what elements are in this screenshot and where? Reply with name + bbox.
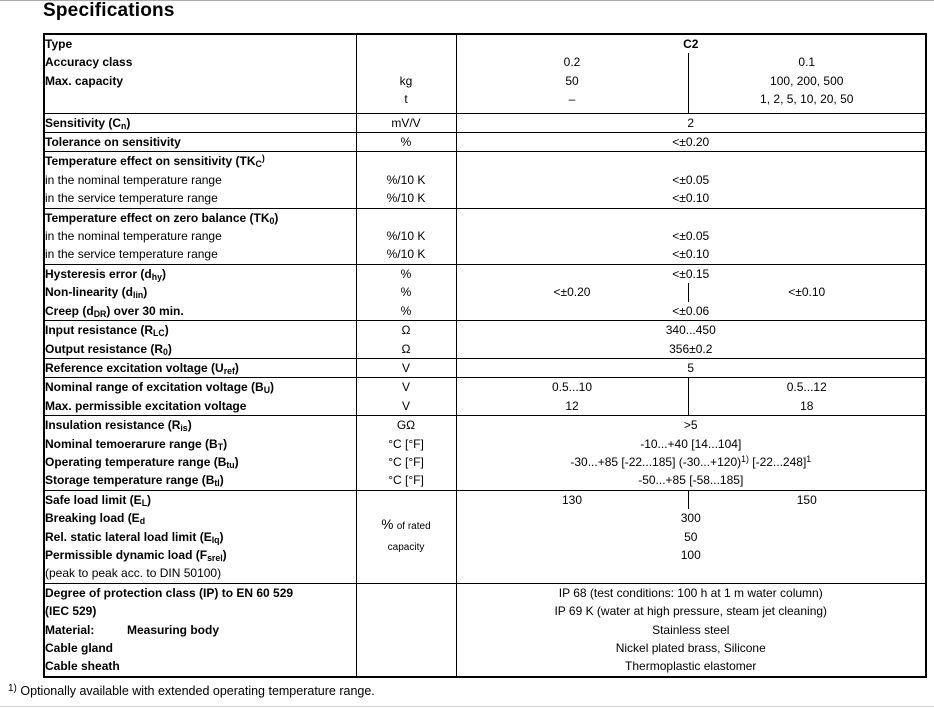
spec-row [44, 227, 926, 245]
value-cell: -30...+85 [-22...185] $(-30...+120)^{1)}$ $[-22...248]^1$ [570, 454, 812, 469]
value-cell: <±0.05 [672, 229, 710, 244]
specifications-table [43, 33, 927, 678]
spec-row [44, 416, 926, 435]
unit-cell [356, 208, 456, 227]
param-label: Hysteresis error $(d_{hy})$ [45, 266, 166, 283]
unit-cell [356, 34, 456, 53]
param-label: Sensitivity $(C_n)$ [45, 115, 131, 131]
spec-block [44, 416, 926, 491]
spec-row [44, 264, 926, 283]
param-label: Breaking load ($E_d$ [45, 511, 146, 527]
spec-row [44, 340, 926, 359]
value-cell: >5 [683, 418, 698, 433]
value-cell: -10...+40 [14...104] [640, 436, 742, 451]
param-label: Nominal range of excitation voltage $(B_U)$ [45, 380, 275, 396]
param-label: in the nominal temperature range [45, 172, 222, 187]
param-label: Rel. static lateral load limit $(E_{lq})$ [45, 529, 224, 545]
value-cell: <±0.10 [672, 247, 710, 262]
value-cell: Stainless steel [652, 622, 730, 637]
value-cell-right: 0.1 [688, 53, 926, 71]
spec-row [44, 321, 926, 340]
value-cell [456, 152, 926, 171]
param-label: Max. permissible excitation voltage [45, 398, 247, 413]
spec-row [44, 208, 926, 227]
unit-cell [356, 639, 456, 657]
param-label: Cable gland [45, 641, 114, 655]
spec-row [44, 171, 926, 189]
unit-cell: °C [°F] [356, 435, 456, 453]
value-cell [456, 208, 926, 227]
unit-cell: % [356, 302, 456, 321]
material-prefix: Material: [45, 622, 95, 637]
value-cell: Nickel plated brass, Silicone [615, 641, 766, 655]
spec-block [44, 34, 926, 113]
param-label: Output resistance $(R_0)$ [45, 341, 172, 357]
value-cell: 2 [687, 115, 695, 130]
unit-cell: V [356, 397, 456, 416]
param-label: Max. capacity [45, 73, 124, 88]
spec-row [44, 283, 926, 301]
footnote-text: Optionally available with extended operating temperature range. [20, 684, 375, 698]
spec-row [44, 546, 926, 583]
unit-cell: °C [°F] [356, 453, 456, 471]
spec-block [44, 358, 926, 377]
value-cell: Thermoplastic elastomer [625, 659, 757, 674]
page-title: Specifications [43, 0, 175, 21]
param-label: Creep $(d_{DR})$ over 30 min. [45, 303, 184, 319]
value-cell: <±0.06 [672, 303, 710, 318]
unit-cell: % of rated capacity [356, 490, 456, 583]
spec-block [44, 264, 926, 320]
spec-row [44, 509, 926, 527]
spec-row [44, 133, 926, 152]
unit-cell: %/10 K [356, 189, 456, 208]
param-label: Cable sheath [45, 659, 120, 674]
unit-cell [356, 657, 456, 676]
value-cell: <±0.05 [672, 172, 710, 187]
spec-row [44, 358, 926, 377]
param-label: Degree of protection class (IP) to EN 60 529 (IEC 529) [45, 585, 294, 619]
page-bottom-border [0, 706, 934, 707]
spec-row [44, 53, 926, 71]
unit-cell: mV/V [356, 113, 456, 132]
value-cell: <±0.10 [672, 191, 710, 206]
unit-cell: GΩ [356, 416, 456, 435]
spec-row [44, 302, 926, 321]
unit-cell [356, 152, 456, 171]
param-label: Reference excitation voltage $(U_{ref})$ [45, 360, 239, 377]
unit-cell: Ω [356, 321, 456, 340]
spec-row [44, 528, 926, 546]
spec-row [44, 72, 926, 113]
spec-row [44, 378, 926, 397]
value-cell-left: 0.2 [563, 55, 581, 70]
value-cell-right: 0.5...12 [688, 378, 926, 397]
spec-block [44, 378, 926, 416]
param-label: Safe load limit $(E_L)$ [45, 492, 152, 508]
spec-row [44, 397, 926, 416]
param-label: Type [45, 37, 73, 51]
spec-row [44, 657, 926, 676]
param-label: in the nominal temperature range [45, 229, 222, 244]
spec-row [44, 639, 926, 657]
spec-row [44, 152, 926, 171]
spec-block [44, 490, 926, 583]
spec-block [44, 583, 926, 677]
unit-cell: %/10 K [356, 227, 456, 245]
param-label: in the service temperature range [45, 247, 218, 262]
spec-row [44, 245, 926, 264]
spec-row [44, 471, 926, 490]
spec-row [44, 113, 926, 132]
value-cell-left: 130 [561, 492, 583, 507]
value-cell-left: <±0.20 [553, 285, 591, 300]
param-label: Temperature effect on sensitivity ($TK_C^)$ [45, 153, 265, 170]
value-cell-left: 12 [565, 398, 579, 413]
unit-cell: %/10 K [356, 171, 456, 189]
value-cell: -50...+85 [-58...185] [638, 473, 744, 488]
param-label: Storage temperature range $(B_{tl})$ [45, 473, 224, 489]
value-cell: 100 [680, 547, 701, 562]
footnote-marker: 1) [8, 683, 17, 694]
unit-cell: % [356, 264, 456, 283]
spec-row [44, 453, 926, 471]
value-cell-right: 18 [688, 397, 926, 416]
unit-cell: Ω [356, 340, 456, 359]
unit-cell: %/10 K [356, 245, 456, 264]
spec-block [44, 321, 926, 359]
spec-block [44, 133, 926, 152]
unit-cell: kg t [356, 72, 456, 113]
unit-cell: % [356, 283, 456, 301]
value-cell-right: <±0.10 [688, 283, 926, 301]
value-cell-left: 50 – [565, 73, 579, 107]
spec-row [44, 189, 926, 208]
spec-row [44, 583, 926, 620]
value-cell-right: 150 [688, 490, 926, 509]
param-label: Non-linearity $(d_{lin})$ [45, 285, 148, 301]
spec-block [44, 208, 926, 264]
value-cell: <±0.15 [672, 266, 710, 281]
param-label: Accuracy class [45, 55, 133, 70]
param-label: Permissible dynamic load $(F_{srel})$ (peak to peak acc. to DIN 50100) [45, 547, 227, 581]
spec-row [44, 435, 926, 453]
value-cell-left: 0.5...10 [551, 380, 593, 395]
unit-cell: °C [°F] [356, 471, 456, 490]
value-cell: 340...450 [665, 323, 716, 338]
spec-block [44, 152, 926, 208]
unit-cell [356, 621, 456, 639]
spec-row [44, 490, 926, 509]
unit-cell: V [356, 358, 456, 377]
value-cell: C2 [683, 37, 699, 51]
value-cell-right: 100, 200, 500 1, 2, 5, 10, 20, 50 [688, 72, 926, 113]
param-label: Operating temperature range $(B_{tu})$ [45, 454, 239, 471]
value-cell: IP 68 (test conditions: 100 h at 1 m water column) IP 69 K (water at high pressure, steam jet cleaning) [554, 585, 828, 619]
value-cell: <±0.20 [672, 135, 710, 150]
param-label: Insulation resistance $(R_{is})$ [45, 418, 192, 434]
value-cell: 50 [684, 529, 698, 544]
param-label: Nominal temoerarure range $(B_T)$ [45, 436, 228, 452]
param-label: Temperature effect on zero balance $(TK_0)$ [45, 210, 279, 226]
unit-cell [356, 53, 456, 71]
value-cell: 356±0.2 [669, 341, 713, 356]
param-label: Tolerance on sensitivity [45, 135, 181, 150]
footnote [8, 684, 375, 699]
unit-cell: V [356, 378, 456, 397]
spec-row [44, 34, 926, 53]
param-label: in the service temperature range [45, 191, 218, 206]
param-label: Material: Measuring body [44, 621, 356, 639]
param-label: Input resistance $(R_{LC})$ [45, 323, 169, 339]
spec-row [44, 621, 926, 639]
value-cell: 5 [687, 360, 695, 375]
unit-cell [356, 583, 456, 620]
value-cell: 300 [680, 511, 701, 526]
spec-block [44, 113, 926, 132]
unit-cell: % [356, 133, 456, 152]
